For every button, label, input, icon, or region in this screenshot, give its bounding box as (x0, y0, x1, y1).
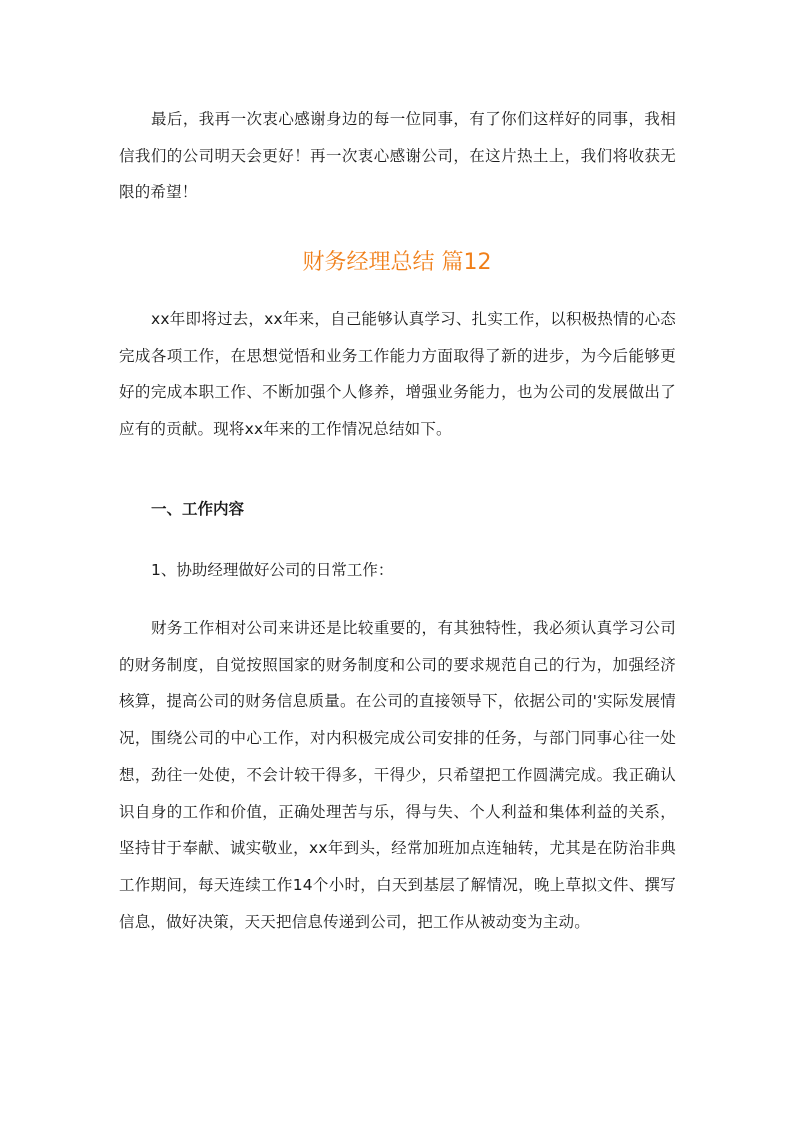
section-heading: 一、工作内容 (151, 500, 245, 518)
intro-paragraph: 最后，我再一次衷心感谢身边的每一位同事，有了你们这样好的同事，我相信我们的公司明天会更好！再一次衷心感谢公司，在这片热土上，我们将收获无限的希望！ (119, 110, 676, 202)
opening-paragraph: xx年即将过去，xx年来，自己能够认真学习、扎实工作，以积极热情的心态完成各项工作，在思想觉悟和业务工作能力方面取得了新的进步，为今后能够更好的完成本职工作、不断加强个人修养，增强业务能力，也为公司的发展做出了应有的贡献。现将xx年来的工作情况总结如下。 (119, 310, 676, 439)
body-paragraph: 财务工作相对公司来讲还是比较重要的，有其独特性，我必须认真学习公司的财务制度，自觉按照国家的财务制度和公司的要求规范自己的行为，加强经济核算，提高公司的财务信息质量。在公司的直接领导下，依据公司的'实际发展情况，围绕公司的中心工作，对内积极完成公司安排的任务，与部门同事心往一处想，劲往一处使，不会计较干得多，干得少，只希望把工作圆满完成。我正确认识自身的工作和价值，正确处理苦与乐，得与失、个人利益和集体利益的关系，坚持甘于奉献、诚实敬业，xx年到头，经常加班加点连轴转，尤其是在防治非典工作期间，每天连续工作14个小时，白天到基层了解情况，晚上草拟文件、撰写信息，做好决策，天天把信息传递到公司，把工作从被动变为主动。 (119, 619, 676, 931)
page-title: 财务经理总结 篇12 (302, 250, 492, 275)
subsection-heading: 1、协助经理做好公司的日常工作： (151, 561, 394, 579)
